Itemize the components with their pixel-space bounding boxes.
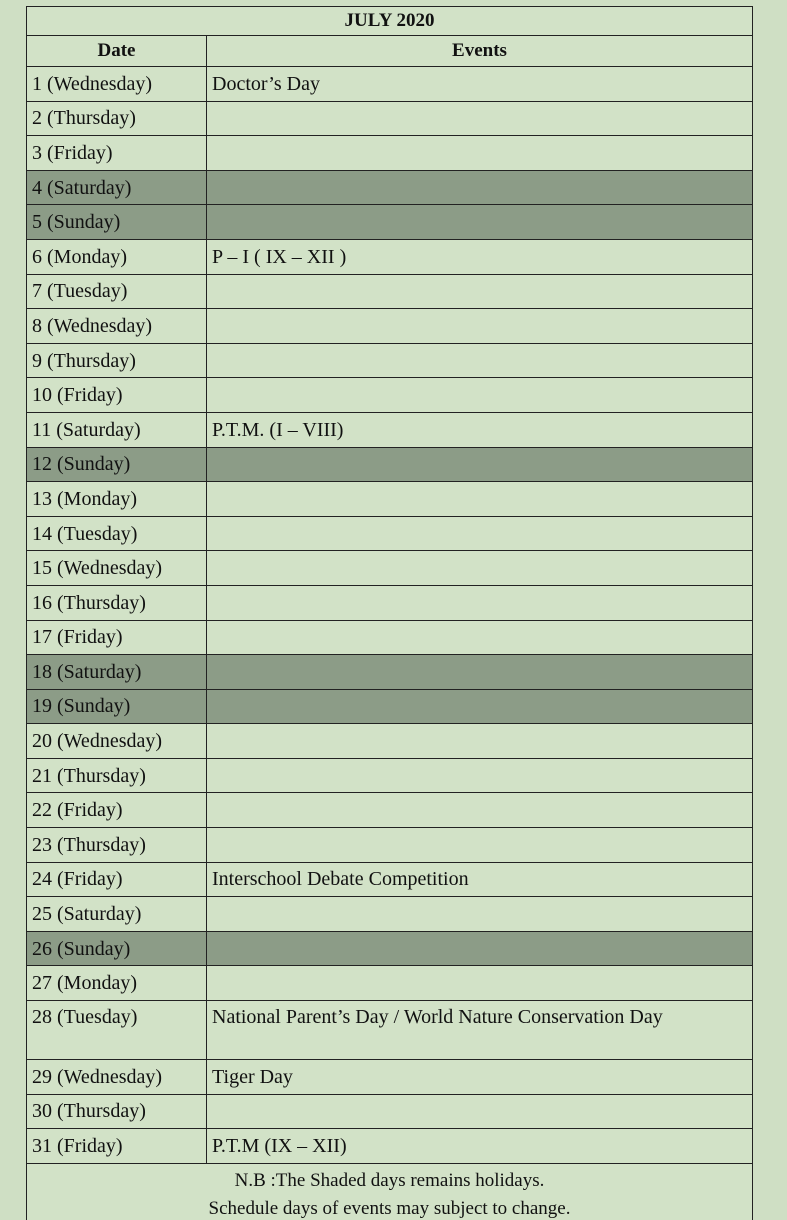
event-cell: [207, 551, 753, 586]
event-cell: [207, 101, 753, 136]
holiday-row: [27, 447, 753, 482]
date-cell: 11 (Saturday): [27, 412, 207, 447]
table-row: [27, 101, 753, 136]
event-cell: [207, 378, 753, 413]
event-cell: [207, 1094, 753, 1129]
date-cell: 16 (Thursday): [27, 585, 207, 620]
event-cell: [207, 620, 753, 655]
table-row: [27, 67, 753, 102]
event-cell: [207, 758, 753, 793]
event-cell: [207, 205, 753, 240]
holiday-row: [27, 689, 753, 724]
date-cell: 18 (Saturday): [27, 655, 207, 690]
date-cell: 5 (Sunday): [27, 205, 207, 240]
date-cell: 17 (Friday): [27, 620, 207, 655]
table-row: [27, 516, 753, 551]
date-cell: 2 (Thursday): [27, 101, 207, 136]
date-cell: 23 (Thursday): [27, 828, 207, 863]
date-cell: 10 (Friday): [27, 378, 207, 413]
table-row: [27, 1060, 753, 1095]
date-cell: 30 (Thursday): [27, 1094, 207, 1129]
date-cell: 14 (Tuesday): [27, 516, 207, 551]
events-column-header: Events: [207, 36, 753, 67]
holiday-row: [27, 931, 753, 966]
table-row: [27, 1001, 753, 1060]
date-column-header: Date: [27, 36, 207, 67]
table-row: [27, 239, 753, 274]
table-row: [27, 1129, 753, 1164]
table-row: [27, 551, 753, 586]
table-row: [27, 136, 753, 171]
date-cell: 19 (Sunday): [27, 689, 207, 724]
date-cell: 12 (Sunday): [27, 447, 207, 482]
event-cell: [207, 897, 753, 932]
event-cell: [207, 170, 753, 205]
table-row: [27, 412, 753, 447]
event-cell: [207, 689, 753, 724]
date-cell: 3 (Friday): [27, 136, 207, 171]
date-cell: 7 (Tuesday): [27, 274, 207, 309]
event-cell: [207, 724, 753, 759]
date-cell: 13 (Monday): [27, 482, 207, 517]
table-row: [27, 620, 753, 655]
event-cell: [207, 482, 753, 517]
event-cell: [207, 343, 753, 378]
date-cell: 9 (Thursday): [27, 343, 207, 378]
event-cell: P.T.M. (I – VIII): [207, 412, 753, 447]
date-cell: 15 (Wednesday): [27, 551, 207, 586]
date-cell: 6 (Monday): [27, 239, 207, 274]
date-cell: 1 (Wednesday): [27, 67, 207, 102]
note-row: [27, 1163, 753, 1220]
event-cell: [207, 274, 753, 309]
event-cell: [207, 828, 753, 863]
date-cell: 27 (Monday): [27, 966, 207, 1001]
event-cell: P.T.M (IX – XII): [207, 1129, 753, 1164]
event-cell: [207, 931, 753, 966]
holiday-row: [27, 205, 753, 240]
event-cell: National Parent’s Day / World Nature Conservation Day: [207, 1001, 753, 1060]
event-cell: Interschool Debate Competition: [207, 862, 753, 897]
table-row: [27, 378, 753, 413]
header-row: [27, 36, 753, 67]
event-cell: [207, 447, 753, 482]
table-row: [27, 309, 753, 344]
table-row: [27, 828, 753, 863]
event-cell: [207, 136, 753, 171]
event-cell: [207, 966, 753, 1001]
event-cell: [207, 655, 753, 690]
date-cell: 22 (Friday): [27, 793, 207, 828]
table-row: [27, 862, 753, 897]
date-cell: 25 (Saturday): [27, 897, 207, 932]
date-cell: 8 (Wednesday): [27, 309, 207, 344]
event-cell: [207, 585, 753, 620]
table-row: [27, 966, 753, 1001]
table-row: [27, 758, 753, 793]
date-cell: 4 (Saturday): [27, 170, 207, 205]
date-cell: 28 (Tuesday): [27, 1001, 207, 1060]
date-cell: 29 (Wednesday): [27, 1060, 207, 1095]
table-row: [27, 793, 753, 828]
date-cell: 26 (Sunday): [27, 931, 207, 966]
holiday-row: [27, 170, 753, 205]
table-row: [27, 343, 753, 378]
note-line-holidays: N.B :The Shaded days remains holidays.: [234, 1169, 545, 1191]
event-cell: [207, 309, 753, 344]
table-row: [27, 897, 753, 932]
event-cell: P – I ( IX – XII ): [207, 239, 753, 274]
event-cell: Doctor’s Day: [207, 67, 753, 102]
calendar-table: [26, 6, 753, 1220]
date-cell: 31 (Friday): [27, 1129, 207, 1164]
table-row: [27, 724, 753, 759]
table-row: [27, 274, 753, 309]
date-cell: 24 (Friday): [27, 862, 207, 897]
title-row: [27, 7, 753, 36]
event-cell: [207, 516, 753, 551]
date-cell: 21 (Thursday): [27, 758, 207, 793]
holiday-row: [27, 655, 753, 690]
table-row: [27, 585, 753, 620]
calendar-title: JULY 2020: [27, 7, 753, 36]
event-cell: [207, 793, 753, 828]
date-cell: 20 (Wednesday): [27, 724, 207, 759]
table-row: [27, 482, 753, 517]
note-line-schedule: Schedule days of events may subject to change.: [208, 1197, 571, 1219]
event-cell: Tiger Day: [207, 1060, 753, 1095]
calendar-body: [27, 67, 753, 1164]
note-cell: [27, 1163, 753, 1220]
table-row: [27, 1094, 753, 1129]
